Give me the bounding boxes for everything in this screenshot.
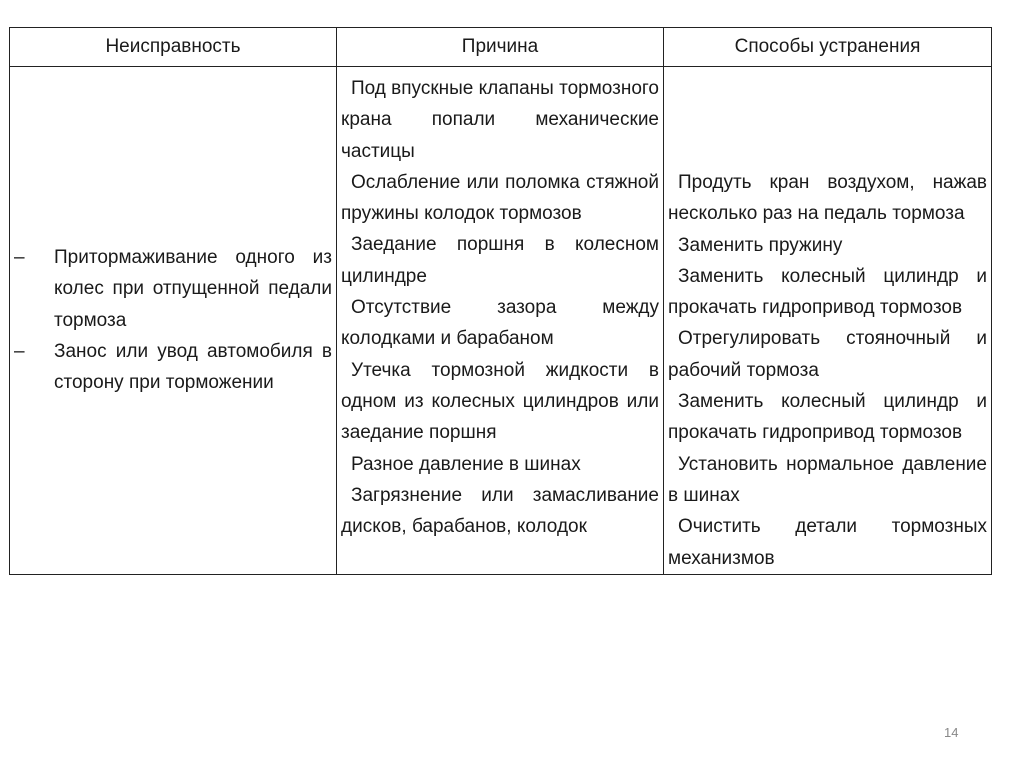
table-row (10, 67, 992, 575)
page-number: 14 (944, 725, 959, 740)
remedy-item: Установить нормальное давление в шинах (668, 453, 987, 506)
problem-item (10, 242, 332, 336)
remedy-item: Очистить детали тормозных механизмов (668, 516, 987, 569)
cause-cell (337, 67, 664, 575)
remedy-item: Отрегулировать стояночный и рабочий тормоза (668, 328, 987, 381)
remedy-item: Заменить колесный цилиндр и прокачать гидропривод тормозов (668, 391, 987, 444)
problem-item (10, 336, 332, 399)
problem-cell (10, 67, 337, 575)
header-remedy: Способы устранения (664, 28, 992, 67)
cause-item: Заедание поршня в колесном цилиндре (341, 234, 659, 287)
dash-marker: – (14, 341, 25, 363)
cause-item: Отсутствие зазора между колодками и барабаном (341, 297, 659, 350)
remedy-item: Заменить пружину (678, 234, 843, 256)
remedy-cell (664, 67, 992, 575)
dash-marker: – (14, 247, 25, 269)
cause-item: Ослабление или поломка стяжной пружины колодок тормозов (341, 171, 659, 225)
cause-item: Загрязнение или замасливание дисков, барабанов, колодок (341, 484, 659, 538)
cause-item: Разное давление в шинах (351, 453, 581, 475)
problem-text: Притормаживание одного из колес при отпущенной педали тормоза (54, 247, 332, 331)
remedy-item: Продуть кран воздухом, нажав несколько раз на педаль тормоза (668, 172, 987, 225)
cause-item: Под впускные клапаны тормозного крана попали механические частицы (341, 78, 659, 162)
remedy-item: Заменить колесный цилиндр и прокачать гидропривод тормозов (668, 265, 987, 319)
table-header-row (10, 28, 992, 67)
header-problem: Неисправность (10, 28, 337, 67)
problem-text: Занос или увод автомобиля в сторону при торможении (54, 341, 332, 394)
header-cause: Причина (337, 28, 664, 67)
cause-item: Утечка тормозной жидкости в одном из колесных цилиндров или заедание поршня (341, 359, 659, 444)
faults-table (9, 27, 992, 575)
